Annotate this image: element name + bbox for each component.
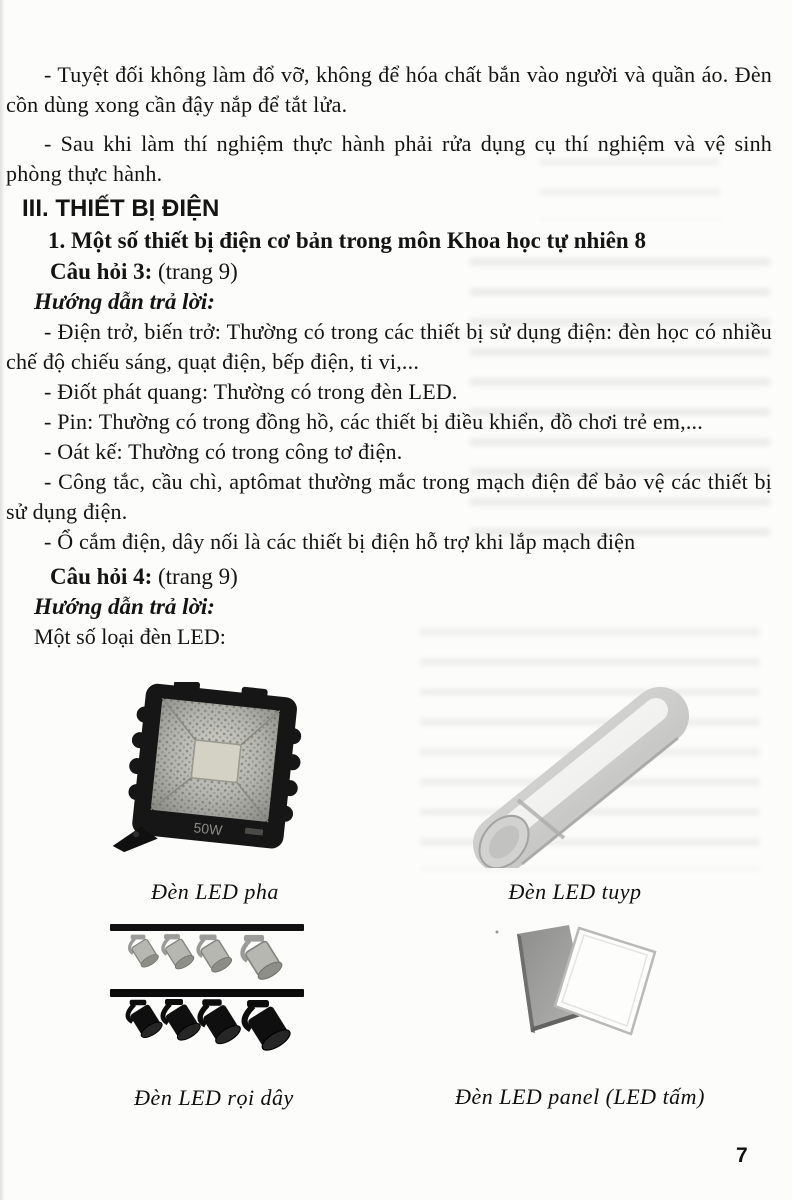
figure-led-floodlight <box>85 682 345 905</box>
figure-led-track-lights <box>78 916 350 1111</box>
figure-led-panel <box>430 922 730 1110</box>
led-list-intro: Một số loại đèn LED: <box>34 624 226 649</box>
answer-item: - Oát kế: Thường có trong công tơ điện. <box>44 439 403 464</box>
question-3-page-ref: (trang 9) <box>158 259 238 284</box>
wattage-label: 50W <box>192 819 223 839</box>
led-track-lights-illustration <box>106 916 322 1058</box>
figure-caption: Đèn LED rọi dây <box>134 1085 294 1110</box>
led-panel-illustration <box>483 922 678 1040</box>
led-tube-illustration <box>460 676 690 868</box>
subsection-heading: 1. Một số thiết bị điện cơ bản trong môn Khoa học tự nhiên 8 <box>48 228 646 253</box>
scan-edge-shadow <box>0 0 5 1200</box>
answer-item: - Điốt phát quang: Thường có trong đèn LED. <box>44 379 458 404</box>
paragraph-safety-2: - Sau khi làm thí nghiệm thực hành phải rửa dụng cụ thí nghiệm và vệ sinh phòng thực hành. <box>6 131 772 186</box>
figure-caption: Đèn LED pha <box>151 879 279 904</box>
question-4-line <box>6 562 772 592</box>
question-4-guide-heading: Hướng dẫn trả lời: <box>34 594 215 619</box>
section-heading: III. THIẾT BỊ ĐIỆN <box>22 195 220 222</box>
question-3-guide-heading: Hướng dẫn trả lời: <box>34 289 215 314</box>
answer-item: - Công tắc, cầu chì, aptômat thường mắc trong mạch điện để bảo vệ các thiết bị sử dụng điện. <box>6 469 772 524</box>
question-4-page-ref: (trang 9) <box>158 564 238 589</box>
answer-item: - Ổ cắm điện, dây nối là các thiết bị điện hỗ trợ khi lắp mạch điện <box>44 529 636 554</box>
page-text-content <box>6 0 772 652</box>
answer-item: - Điện trở, biến trở: Thường có trong các thiết bị sử dụng điện: đèn học có nhiều chế độ chiếu sáng, quạt điện, bếp điện, ti vi,... <box>6 319 772 374</box>
led-floodlight-illustration <box>113 682 318 862</box>
paragraph-safety-1: - Tuyệt đối không làm đổ vỡ, không để hóa chất bắn vào người và quần áo. Đèn cồn dùng xong cần đậy nắp để tắt lửa. <box>6 62 772 117</box>
question-4-label: Câu hỏi 4: <box>50 564 153 589</box>
answer-item: - Pin: Thường có trong đồng hồ, các thiết bị điều khiển, đồ chơi trẻ em,... <box>44 409 703 434</box>
question-3-line <box>6 257 772 287</box>
page-number: 7 <box>736 1144 748 1167</box>
figure-caption: Đèn LED panel (LED tấm) <box>455 1084 705 1109</box>
question-3-label: Câu hỏi 3: <box>50 259 153 284</box>
figure-caption: Đèn LED tuyp <box>508 879 642 904</box>
figure-led-tube <box>440 676 710 905</box>
